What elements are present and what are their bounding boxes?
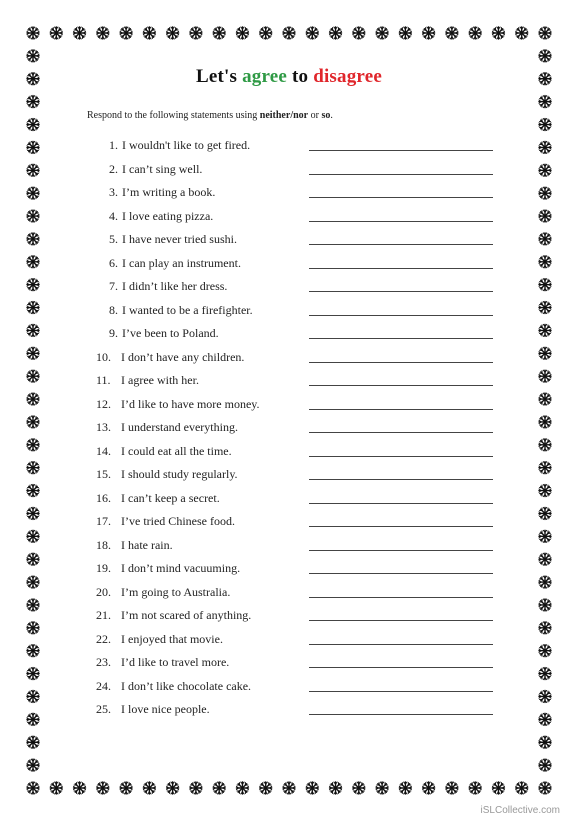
statement-text: I’d like to have more money. [121, 396, 260, 411]
statement-text: I wanted to be a firefighter. [122, 302, 253, 317]
statement-number: 9. [109, 326, 118, 340]
statement-number: 17. [96, 514, 111, 528]
statement-row [0, 490, 578, 510]
statement-text: I don’t have any children. [121, 349, 245, 364]
watermark: iSLCollective.com [480, 805, 560, 816]
statement-row [0, 513, 578, 533]
answer-line[interactable] [309, 691, 493, 692]
statement-row [0, 137, 578, 157]
statement-row [0, 631, 578, 651]
answer-line[interactable] [309, 244, 493, 245]
title-part-disagree: disagree [313, 66, 382, 87]
answer-line[interactable] [309, 526, 493, 527]
answer-line[interactable] [309, 714, 493, 715]
answer-line[interactable] [309, 432, 493, 433]
statement-number: 5. [109, 232, 118, 246]
answer-line[interactable] [309, 409, 493, 410]
answer-line[interactable] [309, 268, 493, 269]
answer-line[interactable] [309, 315, 493, 316]
statement-row [0, 325, 578, 345]
answer-line[interactable] [309, 150, 493, 151]
statement-number: 8. [109, 302, 118, 317]
statement-text: I don’t like chocolate cake. [121, 678, 252, 693]
answer-line[interactable] [309, 550, 493, 551]
instructions-middle: or [308, 110, 322, 121]
statement-number: 7. [109, 279, 118, 293]
statement-text: I didn’t like her dress. [122, 279, 228, 293]
statement-text: I love eating pizza. [122, 208, 214, 223]
statement-row [0, 560, 578, 580]
statement-number: 20. [96, 584, 111, 599]
answer-line[interactable] [309, 597, 493, 598]
statement-text: I’m writing a book. [122, 185, 216, 199]
answer-line[interactable] [309, 221, 493, 222]
statement-row [0, 443, 578, 463]
statement-row [0, 584, 578, 604]
statement-text: I love nice people. [121, 702, 210, 716]
statement-row [0, 302, 578, 322]
answer-line[interactable] [309, 479, 493, 480]
statement-row [0, 537, 578, 557]
title-part-lets: Let's [196, 66, 243, 87]
statement-text: I should study regularly. [121, 467, 238, 481]
statement-number: 24. [96, 678, 111, 693]
statement-text: I don’t mind vacuuming. [121, 561, 241, 575]
instructions-bold-neither-nor: neither/nor [259, 110, 309, 121]
statement-text: I’ve been to Poland. [122, 326, 219, 340]
statement-row [0, 678, 578, 698]
statement-row [0, 466, 578, 486]
statement-text: I could eat all the time. [121, 443, 232, 458]
answer-line[interactable] [309, 573, 493, 574]
statement-text: I’m not scared of anything. [121, 608, 252, 622]
statement-number: 23. [96, 655, 111, 669]
statement-number: 3. [109, 185, 118, 199]
statement-number: 1. [109, 138, 118, 152]
answer-line[interactable] [309, 174, 493, 175]
statement-row [0, 208, 578, 228]
statement-text: I wouldn't like to get fired. [122, 138, 251, 152]
statement-row [0, 654, 578, 674]
statement-number: 10. [96, 349, 111, 364]
statement-number: 21. [96, 608, 111, 622]
statement-row [0, 396, 578, 416]
statement-text: I can play an instrument. [122, 255, 241, 270]
instructions-suffix: . [330, 110, 333, 121]
statement-text: I can’t sing well. [122, 161, 203, 176]
statement-row [0, 607, 578, 627]
statement-row [0, 161, 578, 181]
statement-row [0, 278, 578, 298]
instructions-bold-so: so [321, 110, 331, 121]
statement-number: 25. [96, 702, 111, 716]
answer-line[interactable] [309, 291, 493, 292]
statement-number: 18. [96, 537, 111, 552]
statement-text: I have never tried sushi. [122, 232, 237, 246]
statement-text: I understand everything. [121, 420, 238, 434]
statement-number: 16. [96, 490, 111, 505]
statement-text: I enjoyed that movie. [121, 631, 223, 646]
statement-text: I agree with her. [121, 373, 199, 387]
answer-line[interactable] [309, 338, 493, 339]
statement-row [0, 231, 578, 251]
statement-row [0, 184, 578, 204]
statement-text: I’ve tried Chinese food. [121, 514, 235, 528]
answer-line[interactable] [309, 197, 493, 198]
statement-row [0, 255, 578, 275]
answer-line[interactable] [309, 667, 493, 668]
answer-line[interactable] [309, 503, 493, 504]
answer-line[interactable] [309, 385, 493, 386]
answer-line[interactable] [309, 644, 493, 645]
statement-number: 12. [96, 396, 111, 411]
statement-text: I’d like to travel more. [121, 655, 230, 669]
statement-text: I can’t keep a secret. [121, 490, 220, 505]
statement-number: 19. [96, 561, 111, 575]
statement-number: 11. [96, 373, 111, 387]
answer-line[interactable] [309, 620, 493, 621]
answer-line[interactable] [309, 456, 493, 457]
title-part-agree: agree [242, 66, 288, 87]
statement-number: 13. [96, 420, 111, 434]
statement-row [0, 419, 578, 439]
statement-row [0, 701, 578, 721]
answer-line[interactable] [309, 362, 493, 363]
statement-number: 22. [96, 631, 111, 646]
statement-number: 14. [96, 443, 111, 458]
statement-number: 15. [96, 467, 111, 481]
instructions-prefix: Respond to the following statements using [87, 110, 260, 121]
statement-number: 6. [109, 255, 118, 270]
statement-text: I’m going to Australia. [121, 584, 231, 599]
title-part-to: to [287, 66, 314, 87]
statement-text: I hate rain. [121, 537, 173, 552]
statement-number: 2. [109, 161, 118, 176]
statement-row [0, 349, 578, 369]
statement-row [0, 372, 578, 392]
statement-number: 4. [109, 208, 118, 223]
